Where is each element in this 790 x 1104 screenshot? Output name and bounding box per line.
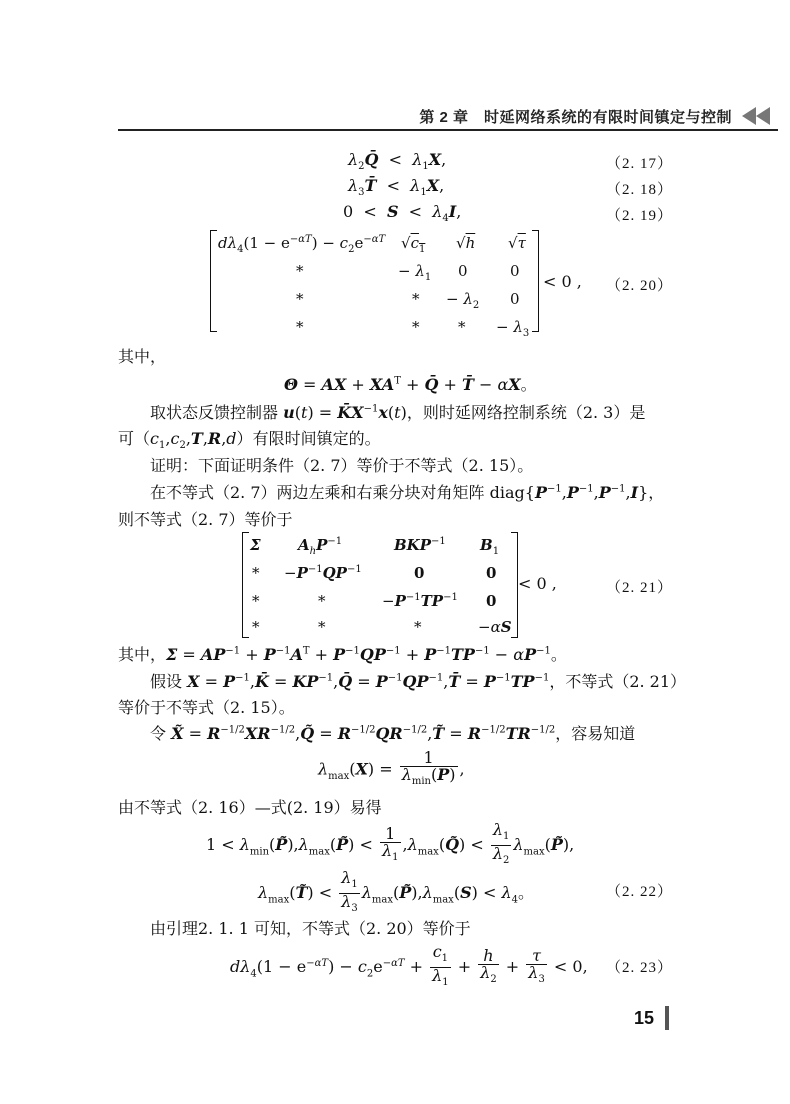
matrix-cell: $A_hP^{-1}$ — [298, 536, 343, 557]
matrix-cell: 0 — [458, 262, 468, 280]
right-bracket — [532, 230, 539, 332]
matrix-cell: * — [296, 262, 304, 280]
matrix-cell: − $\lambda_3$ — [496, 318, 530, 339]
equation-2-22-line1: $1 < \lambda_{min}(P̃),\lambda_{max}(P̃)$ < $\frac{1}{\lambda_1}$ $,\lambda_{max}(Q̃)$ < $\frac{\lambda_1}{\lambda_2}$ $\lambda_{max}(P̃)$, — [206, 820, 575, 867]
theta-equation: Θ = AX + $XA^T$ + Q̄ + T̄ − αX。 — [284, 375, 537, 394]
matrix-cell: * — [296, 290, 304, 308]
matrix-cell: $-P^{-1}QP^{-1}$ — [284, 564, 362, 582]
page-number: 15 — [633, 1008, 654, 1028]
matrix-cell: $B_1$ — [480, 536, 500, 557]
matrix-cell: * — [252, 564, 260, 582]
matrix-cell: 0 — [486, 592, 497, 610]
equation-number: （2. 20） — [606, 278, 674, 294]
matrix-cell: * — [252, 618, 260, 636]
matrix-cell: $-P^{-1}TP^{-1}$ — [382, 592, 458, 610]
equation-2-17: $\lambda_2Q̄ < \lambda_1X$, — [348, 150, 447, 173]
paragraph-text: 在不等式（2. 7）两边左乘和右乘分块对角矩阵 $diag\{P^{-1},P^{-1},P^{-1},I\}$， — [150, 483, 665, 502]
equation-number: （2. 23） — [606, 960, 674, 976]
page-number-bar — [665, 1006, 669, 1030]
matrix-cell: 0 — [414, 564, 425, 582]
matrix-cell: * — [252, 592, 260, 610]
paragraph-text: 可$(c_1,c_2,T,R,d)$有限时间镇定的。 — [118, 429, 381, 452]
paragraph-text: 由引理2. 1. 1 可知，不等式（2. 20）等价于 — [150, 919, 471, 938]
matrix-cell: $√c_1$ — [401, 234, 426, 255]
matrix-cell: * — [412, 318, 420, 336]
double-arrow-icon — [738, 107, 774, 125]
matrix-cell: * — [412, 290, 420, 308]
matrix-cell: √τ — [508, 234, 526, 252]
matrix-cell: −αS — [478, 618, 512, 636]
left-bracket — [210, 230, 217, 332]
matrix-inequality: < 0 , — [518, 574, 557, 593]
matrix-cell: √h — [456, 234, 476, 252]
paragraph-text: 其中，$\Sigma = AP^{-1} + P^{-1}A^T + P^{-1}QP^{-1} + P^{-1}TP^{-1} - \alpha P^{-1}$。 — [118, 645, 567, 664]
paragraph-text: 由不等式（2. 16）—式(2. 19）易得 — [118, 798, 382, 817]
matrix-cell: $d\lambda_4(1 - e^{-\alpha T}) - c_2e^{-\alpha T}$ — [218, 234, 386, 255]
paragraph-text: 取状态反馈控制器 $u(t) = K̄X^{-1}x(t)$，则时延网络控制系统（2. 3）是 — [150, 403, 646, 422]
matrix-cell: * — [458, 318, 466, 336]
matrix-cell: 0 — [510, 262, 520, 280]
matrix-cell: * — [296, 318, 304, 336]
equation-2-18: $\lambda_3T̄ < \lambda_1X$, — [348, 176, 445, 199]
matrix-cell: − $\lambda_2$ — [446, 290, 480, 311]
matrix-cell: 0 — [510, 290, 520, 308]
equation-2-19: $0 < S < \lambda_4I$, — [343, 202, 462, 225]
paragraph-text: 其中， — [118, 347, 167, 366]
matrix-cell: − $\lambda_1$ — [398, 262, 432, 283]
running-header — [0, 100, 790, 130]
paragraph-text: 假设 $X = P^{-1},K̄$ = $KP^{-1},Q̄$ = $P^{-1}QP^{-1},T̄ = P^{-1}TP^{-1}$，不等式（2. 21） — [150, 672, 687, 691]
equation-2-22-line2: $\lambda_{max}(T̃)$ < $\frac{\lambda_1}{\lambda_3}$ $\lambda_{max}(P̃),\lambda_{max}(S) < \lambda_4$。 — [258, 868, 534, 915]
equation-number: （2. 19） — [606, 208, 674, 224]
left-bracket — [242, 532, 249, 638]
matrix-cell: * — [318, 592, 326, 610]
equation-number: （2. 17） — [606, 156, 674, 172]
equation-number: （2. 18） — [606, 182, 674, 198]
right-bracket — [511, 532, 518, 638]
equation-number: （2. 22） — [606, 884, 674, 900]
header-rule — [118, 129, 778, 131]
matrix-cell: Σ — [250, 536, 261, 554]
equation-number: （2. 21） — [606, 580, 674, 596]
equation-2-23: $d\lambda_4(1 - e^{-\alpha T}) - c_2e^{-\alpha T}$ + $\frac{c_1}{\lambda_1}$ + $\frac{h}{\lambda_2}$ + $\frac{\tau}{\lambda_3}$ < 0, — [230, 942, 588, 989]
paragraph-text: 则不等式（2. 7）等价于 — [118, 510, 293, 529]
paragraph-text: 证明：下面证明条件（2. 7）等价于不等式（2. 15）。 — [150, 456, 534, 475]
chapter-title: 第 2 章 时延网络系统的有限时间镇定与控制 — [419, 109, 732, 126]
matrix-cell: * — [414, 618, 422, 636]
lambda-equation: $\lambda_{max}(X)$ = $\frac{1}{\lambda_{min}(P)}$ , — [318, 748, 465, 788]
paragraph-text: 令 X̃ = $R^{-1/2}XR^{-1/2},Q̃$ = $R^{-1/2}QR^{-1/2},T̃ = R^{-1/2}TR^{-1/2}$，容易知道 — [150, 724, 636, 743]
paragraph-text: 等价于不等式（2. 15）。 — [118, 698, 295, 717]
matrix-cell: * — [318, 618, 326, 636]
matrix-cell: 0 — [486, 564, 497, 582]
matrix-inequality: < 0 , — [543, 272, 582, 291]
matrix-cell: $BKP^{-1}$ — [394, 536, 446, 554]
